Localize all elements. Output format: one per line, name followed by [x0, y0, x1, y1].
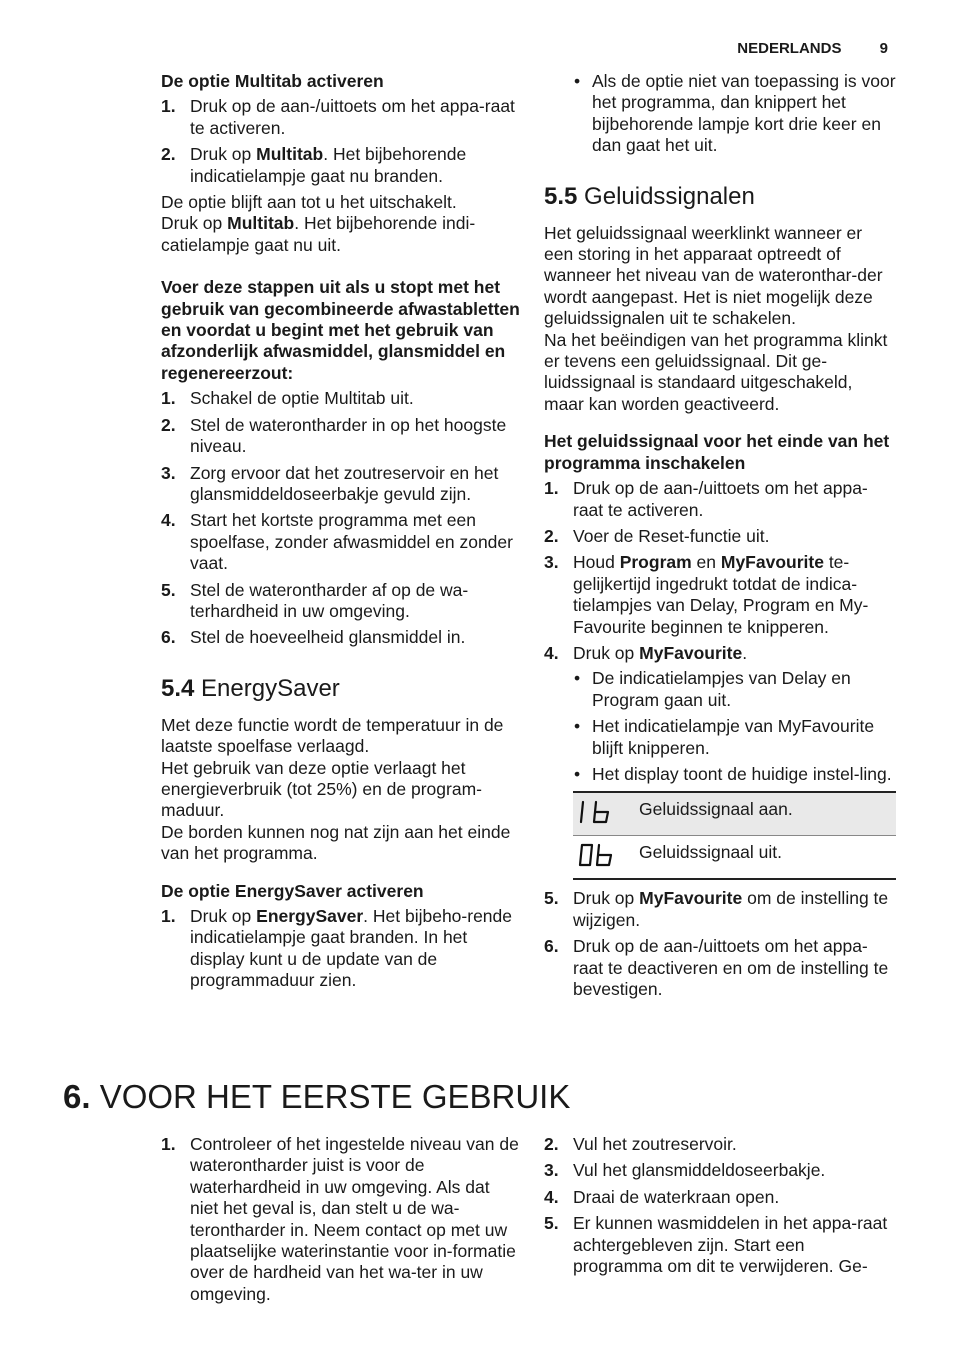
list-item: [161, 580, 521, 623]
step-text: Stel de waterontharder in op het hoogste niveau.: [190, 414, 507, 457]
step-number: 1.: [161, 388, 176, 409]
multitab-title: De optie Multitab activeren: [161, 71, 384, 91]
step-text: .: [742, 642, 748, 663]
stop-combined-steps: [161, 388, 521, 648]
geluid-p1: Het geluidssignaal weerklinkt wanneer er een storing in het apparaat optreedt of wanneer het niveau van de wateronthar-der wordt aangepast. Het is niet mogelijk deze geluidssignalen uit te schakelen.: [544, 222, 883, 329]
table-row: [573, 836, 896, 880]
section-title: Geluidssignalen: [584, 182, 755, 210]
geluid-steps-continued: [544, 888, 896, 1000]
display-code-text: Geluidssignaal uit.: [639, 836, 896, 880]
step-text: Vul het glansmiddeldoseerbakje.: [573, 1160, 826, 1181]
step-number: 1.: [161, 906, 176, 926]
step-text: Druk op de aan-/uittoets om het appa-raat te deactiveren en om de instelling te bevestigen.: [573, 936, 889, 999]
step-number: 1.: [544, 478, 559, 499]
section-number: 5.5: [544, 182, 578, 210]
table-row: [573, 792, 896, 836]
list-item: [161, 96, 521, 139]
list-item: [544, 1187, 896, 1208]
list-item: [544, 71, 896, 157]
list-item: [161, 627, 521, 648]
step-text: Zorg ervoor dat het zoutreservoir en het glansmiddeldoseerbakje gevuld zijn.: [190, 462, 499, 504]
section-title: EnergySaver: [201, 674, 340, 702]
energysaver-subtitle: De optie EnergySaver activeren: [161, 880, 424, 901]
text: . Het bijbehorende indi-catielampje gaat nu uit.: [161, 213, 476, 255]
display-code-cell: [573, 836, 639, 880]
step-bold: MyFavourite: [639, 888, 743, 909]
step-text: Druk op: [573, 888, 640, 909]
energysaver-p3: De borden kunnen nog nat zijn aan het einde van het programma.: [161, 821, 511, 864]
step-text: Druk op: [190, 144, 257, 165]
chapter6-left-column: [161, 1134, 521, 1310]
step-bold: Multitab: [256, 144, 324, 165]
bullet-text: De indicatielampjes van Delay en Program gaan uit.: [592, 668, 851, 710]
step-bold: MyFavourite: [720, 552, 824, 573]
list-item: [544, 478, 896, 521]
step-text: Er kunnen wasmiddelen in het appa-raat achtergebleven zijn. Start een programma om dit te verwijderen. Ge-: [573, 1213, 888, 1277]
step-text: Stel de waterontharder af op de wa-terhardheid in uw omgeving.: [190, 579, 469, 621]
step-bold: Program: [619, 552, 692, 573]
step-number: 2.: [161, 414, 176, 435]
multitab-after-2: [161, 213, 521, 256]
step-number: 2.: [161, 144, 176, 165]
step-text: Start het kortste programma met een spoelfase, zonder afwasmiddel en zonder vaat.: [190, 510, 513, 574]
bullet-text: Als de optie niet van toepassing is voor het programma, dan knippert het bijbehorende lampje kort drie keer en dan gaat het uit.: [592, 71, 896, 156]
step-number: 4.: [544, 642, 559, 663]
list-item: [161, 388, 521, 409]
list-item: [161, 510, 521, 574]
step-number: 1.: [161, 1134, 176, 1154]
list-item: [161, 463, 521, 506]
list-item: [544, 716, 896, 759]
bullet-dot: •: [574, 71, 581, 91]
chapter6-steps-right: [544, 1134, 896, 1277]
step-number: 5.: [544, 1213, 559, 1234]
page-number: 9: [879, 40, 888, 57]
step-text: om de instelling te wijzigen.: [573, 888, 889, 930]
option-bullets: [544, 71, 896, 157]
list-item: [544, 1160, 896, 1181]
step-number: 5.: [544, 888, 559, 909]
list-item: [544, 526, 896, 547]
step-text: Vul het zoutreservoir.: [573, 1134, 737, 1154]
list-item: [161, 415, 521, 458]
display-code-cell: [573, 792, 639, 836]
list-item: [544, 668, 896, 711]
step-text: . Het bijbeho-rende indicatielampje gaat branden. In het display kunt u de update van de programmaduur zien.: [190, 906, 513, 991]
energysaver-p2: Het gebruik van deze optie verlaagt het energieverbruik (tot 25%) en de program-maduur.: [161, 757, 482, 821]
step4-bullets: [544, 668, 896, 785]
display-codes-table: [573, 791, 896, 880]
list-item: [544, 1213, 896, 1277]
stop-combined-title: Voer deze stappen uit als u stopt met het gebruik van gecombineerde afwastabletten en voordat u begint met het gebruik van afzonderlijk afwasmiddel, glansmiddel en regenereerzout:: [161, 277, 520, 383]
display-code-0b: [577, 842, 613, 868]
display-code-text: Geluidssignaal aan.: [639, 792, 896, 836]
page-header: [737, 38, 888, 59]
multitab-steps: [161, 96, 521, 187]
list-item: [544, 936, 896, 1000]
list-item: [161, 906, 521, 992]
step-bold: EnergySaver: [256, 906, 364, 926]
geluid-p2: Na het beëindigen van het programma klinkt er tevens een geluidssignaal. Dit ge-luidssignaal is standaard uitgeschakeld, maar kan worden geactiveerd.: [544, 329, 888, 414]
geluid-subtitle: Het geluidssignaal voor het einde van het programma inschakelen: [544, 431, 890, 473]
header-language: NEDERLANDS: [737, 40, 842, 57]
list-item: [544, 764, 896, 785]
bullet-text: Het indicatielampje van MyFavourite blijft knipperen.: [592, 716, 875, 758]
step-number: 3.: [161, 462, 176, 483]
chapter6-steps-left: [161, 1134, 521, 1305]
step-number: 2.: [544, 525, 559, 546]
bullet-text: Het display toont de huidige instel-ling.: [592, 763, 892, 784]
multitab-after-1: De optie blijft aan tot u het uitschakelt.: [161, 192, 457, 213]
step-text: Voer de Reset-functie uit.: [573, 525, 770, 546]
geluid-heading: [544, 183, 896, 211]
left-column: [161, 71, 521, 997]
energysaver-heading: [161, 675, 521, 703]
step-text: Druk op de aan-/uittoets om het appa-raat te activeren.: [190, 96, 515, 138]
list-item: [161, 1134, 521, 1305]
list-item: [544, 552, 896, 638]
step-bold: MyFavourite: [639, 642, 743, 663]
step-number: 3.: [544, 1160, 559, 1181]
bullet-dot: •: [574, 668, 581, 689]
step-number: 2.: [544, 1134, 559, 1154]
text-bold: Multitab: [227, 213, 295, 234]
geluid-steps: [544, 478, 896, 785]
step-text: Druk op de aan-/uittoets om het appa-raat te activeren.: [573, 478, 868, 520]
step-text: te-gelijkertijd ingedrukt totdat de indica-tielampjes van Delay, Program en My-Favourite beginnen te knipperen.: [573, 552, 869, 637]
list-item: [161, 144, 521, 187]
step-text: Druk op: [573, 642, 640, 663]
chapter-number: 6.: [63, 1078, 91, 1115]
display-code-1b: [577, 799, 613, 825]
section-number: 5.4: [161, 674, 195, 702]
step-number: 3.: [544, 552, 559, 573]
chapter-title: VOOR HET EERSTE GEBRUIK: [99, 1078, 571, 1115]
step-text: . Het bijbehorende indicatielampje gaat nu branden.: [190, 144, 467, 186]
step-text: Schakel de optie Multitab uit.: [190, 388, 414, 409]
bullet-dot: •: [574, 763, 581, 784]
step-text: Stel de hoeveelheid glansmiddel in.: [190, 627, 466, 648]
step-text: Houd: [573, 552, 620, 573]
step-text: Controleer of het ingestelde niveau van de waterontharder juist is voor de waterhardheid in uw omgeving. Als dat niet het geval is, dan stelt u de wa-terontharder in. Neem contact op met uw plaatselijke waterinstantie voor in-formatie over de hardheid van het wa-ter in uw omgeving.: [190, 1134, 519, 1304]
step-text: Draai de waterkraan open.: [573, 1186, 780, 1207]
step-text: en: [691, 552, 721, 573]
step-number: 6.: [544, 936, 559, 957]
chapter-heading: [63, 1077, 570, 1117]
list-item: [544, 888, 896, 931]
energysaver-steps: [161, 906, 521, 992]
step-number: 6.: [161, 627, 176, 648]
text: Druk op: [161, 213, 228, 234]
bullet-dot: •: [574, 716, 581, 737]
energysaver-p1: Met deze functie wordt de temperatuur in de laatste spoelfase verlaagd.: [161, 714, 504, 757]
step-number: 1.: [161, 96, 176, 117]
list-item: [544, 1134, 896, 1155]
step-number: 4.: [544, 1186, 559, 1207]
step-text: Druk op: [190, 906, 257, 926]
step-number: 4.: [161, 510, 176, 531]
chapter6-right-column: [544, 1134, 896, 1282]
list-item: [544, 643, 896, 785]
step-number: 5.: [161, 579, 176, 600]
right-column: [544, 71, 896, 1005]
